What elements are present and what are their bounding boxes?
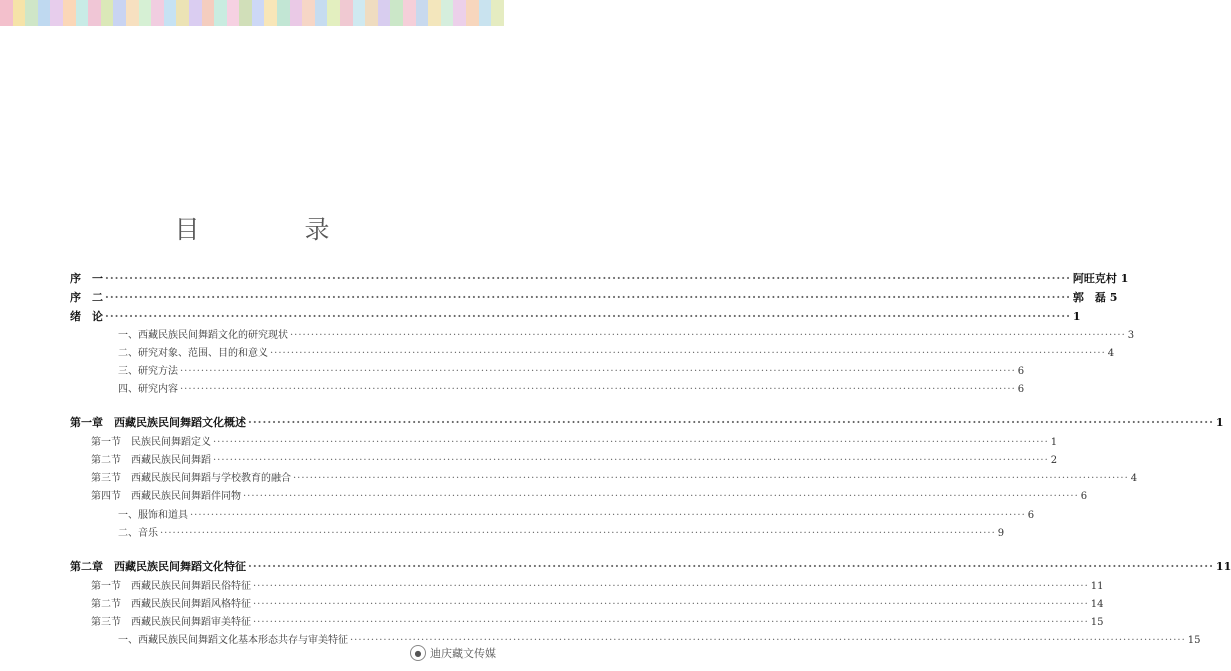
- stripe-17: [214, 0, 227, 26]
- dot-leader: ········································································································································································································: [243, 491, 1079, 502]
- dot-leader: ········································································································································································································: [253, 581, 1089, 592]
- toc-entry-page: 6: [1017, 384, 1025, 395]
- toc-entry[interactable]: [70, 558, 1231, 574]
- toc-entry-label: 第二章 西藏民族民间舞蹈文化特征: [70, 560, 246, 573]
- stripe-39: [491, 0, 504, 26]
- toc-entry-label: 第一章 西藏民族民间舞蹈文化概述: [70, 416, 246, 429]
- stripe-21: [264, 0, 277, 26]
- stripe-4: [50, 0, 63, 26]
- toc-entry-label: 第三节 西藏民族民间舞蹈与学校教育的融合: [91, 473, 291, 484]
- toc-entry[interactable]: [91, 595, 1104, 610]
- stripe-22: [277, 0, 290, 26]
- toc-entry[interactable]: [70, 270, 1129, 286]
- stripe-26: [327, 0, 340, 26]
- toc-entry-page: 15: [1187, 635, 1201, 646]
- stripe-28: [353, 0, 366, 26]
- toc-entry[interactable]: [70, 308, 1081, 324]
- stripe-31: [390, 0, 403, 26]
- color-stripe-header: [0, 0, 504, 26]
- toc-entry-label: 第一节 民族民间舞蹈定义: [91, 437, 211, 448]
- stripe-25: [315, 0, 328, 26]
- stripe-30: [378, 0, 391, 26]
- stripe-11: [139, 0, 152, 26]
- dot-leader: ········································································································································································································: [270, 348, 1106, 359]
- dot-leader: ········································································································································································································: [190, 510, 1026, 521]
- stripe-18: [227, 0, 240, 26]
- toc-entry[interactable]: [91, 433, 1058, 448]
- toc-entry-page: 11: [1090, 581, 1104, 592]
- stripe-20: [252, 0, 265, 26]
- toc-entry-page: 4: [1130, 473, 1138, 484]
- toc-entry[interactable]: [91, 613, 1104, 628]
- toc-entry[interactable]: [118, 362, 1025, 377]
- toc-entry-page: 14: [1090, 599, 1104, 610]
- stripe-3: [38, 0, 51, 26]
- toc-entry[interactable]: [118, 506, 1035, 521]
- toc-entry-page: 1: [1072, 310, 1081, 323]
- toc-entry-page: 11: [1215, 560, 1231, 573]
- toc-entry-page: 2: [1050, 455, 1058, 466]
- stripe-36: [453, 0, 466, 26]
- stripe-35: [441, 0, 454, 26]
- toc-entry[interactable]: [118, 524, 1005, 539]
- toc-title: 目 录: [174, 215, 370, 244]
- toc-entry-page: 3: [1127, 330, 1135, 341]
- toc-entry-label: 二、音乐: [118, 528, 158, 539]
- toc-entry-label: 序 一: [70, 272, 103, 285]
- dot-leader: ········································································································································································································: [290, 330, 1126, 341]
- toc-entry[interactable]: [91, 469, 1138, 484]
- stripe-37: [466, 0, 479, 26]
- dot-leader: ········································································································································································································: [350, 635, 1186, 646]
- dot-leader: ········································································································································································································: [105, 310, 1071, 323]
- stripe-9: [113, 0, 126, 26]
- stripe-6: [76, 0, 89, 26]
- stripe-2: [25, 0, 38, 26]
- dot-leader: ········································································································································································································: [180, 366, 1016, 377]
- stripe-15: [189, 0, 202, 26]
- toc-entry[interactable]: [91, 577, 1104, 592]
- dot-leader: ········································································································································································································: [253, 599, 1089, 610]
- toc-entry[interactable]: [118, 631, 1201, 646]
- toc-entry-label: 绪 论: [70, 310, 103, 323]
- toc-entry-label: 第二节 西藏民族民间舞蹈风格特征: [91, 599, 251, 610]
- stripe-24: [302, 0, 315, 26]
- dot-leader: ········································································································································································································: [248, 416, 1214, 429]
- toc-entry-page: 6: [1080, 491, 1088, 502]
- toc-entry-page: 1: [1215, 416, 1224, 429]
- dot-leader: ········································································································································································································: [105, 272, 1071, 285]
- stripe-8: [101, 0, 114, 26]
- stripe-1: [13, 0, 26, 26]
- dot-leader: ········································································································································································································: [160, 528, 996, 539]
- stripe-12: [151, 0, 164, 26]
- toc-entry-page: 1: [1050, 437, 1058, 448]
- stripe-32: [403, 0, 416, 26]
- stripe-0: [0, 0, 13, 26]
- stripe-14: [176, 0, 189, 26]
- toc-entry-label: 第二节 西藏民族民间舞蹈: [91, 455, 211, 466]
- toc-entry-label: 序 二: [70, 291, 103, 304]
- toc-entry[interactable]: [118, 344, 1115, 359]
- toc-entry-page: 郭 磊 5: [1072, 291, 1118, 304]
- wechat-icon: ●: [410, 645, 426, 661]
- dot-leader: ········································································································································································································: [293, 473, 1129, 484]
- stripe-23: [290, 0, 303, 26]
- toc-entry-label: 一、西藏民族民间舞蹈文化的研究现状: [118, 330, 288, 341]
- stripe-7: [88, 0, 101, 26]
- stripe-33: [416, 0, 429, 26]
- stripe-19: [239, 0, 252, 26]
- dot-leader: ········································································································································································································: [180, 384, 1016, 395]
- toc-entry-label: 一、服饰和道具: [118, 510, 188, 521]
- dot-leader: ········································································································································································································: [248, 560, 1214, 573]
- toc-entry-label: 四、研究内容: [118, 384, 178, 395]
- toc-entry[interactable]: [70, 289, 1118, 305]
- stripe-38: [479, 0, 492, 26]
- dot-leader: ········································································································································································································: [213, 437, 1049, 448]
- toc-entry-page: 6: [1017, 366, 1025, 377]
- toc-entry-label: 第三节 西藏民族民间舞蹈审美特征: [91, 617, 251, 628]
- toc-entry-label: 第四节 西藏民族民间舞蹈伴同物: [91, 491, 241, 502]
- dot-leader: ········································································································································································································: [213, 455, 1049, 466]
- toc-entry-label: 一、西藏民族民间舞蹈文化基本形态共存与审美特征: [118, 635, 348, 646]
- stripe-5: [63, 0, 76, 26]
- stripe-10: [126, 0, 139, 26]
- stripe-16: [202, 0, 215, 26]
- dot-leader: ········································································································································································································: [105, 291, 1071, 304]
- toc-entry-page: 阿旺克村 1: [1072, 272, 1129, 285]
- stripe-27: [340, 0, 353, 26]
- toc-entry-label: 三、研究方法: [118, 366, 178, 377]
- toc-entry-label: 二、研究对象、范围、目的和意义: [118, 348, 268, 359]
- toc-entry-page: 4: [1107, 348, 1115, 359]
- toc-entry-page: 9: [997, 528, 1005, 539]
- toc-entry[interactable]: [70, 414, 1224, 430]
- toc-entry[interactable]: [118, 326, 1135, 341]
- toc-entry-page: 15: [1090, 617, 1104, 628]
- watermark: [410, 645, 496, 661]
- watermark-text: 迪庆藏文传媒: [430, 647, 496, 660]
- dot-leader: ········································································································································································································: [253, 617, 1089, 628]
- stripe-13: [164, 0, 177, 26]
- toc-entry[interactable]: [91, 451, 1058, 466]
- toc-entry[interactable]: [91, 487, 1088, 502]
- stripe-34: [428, 0, 441, 26]
- toc-entry-page: 6: [1027, 510, 1035, 521]
- toc-entry-label: 第一节 西藏民族民间舞蹈民俗特征: [91, 581, 251, 592]
- stripe-29: [365, 0, 378, 26]
- toc-entry[interactable]: [118, 380, 1025, 395]
